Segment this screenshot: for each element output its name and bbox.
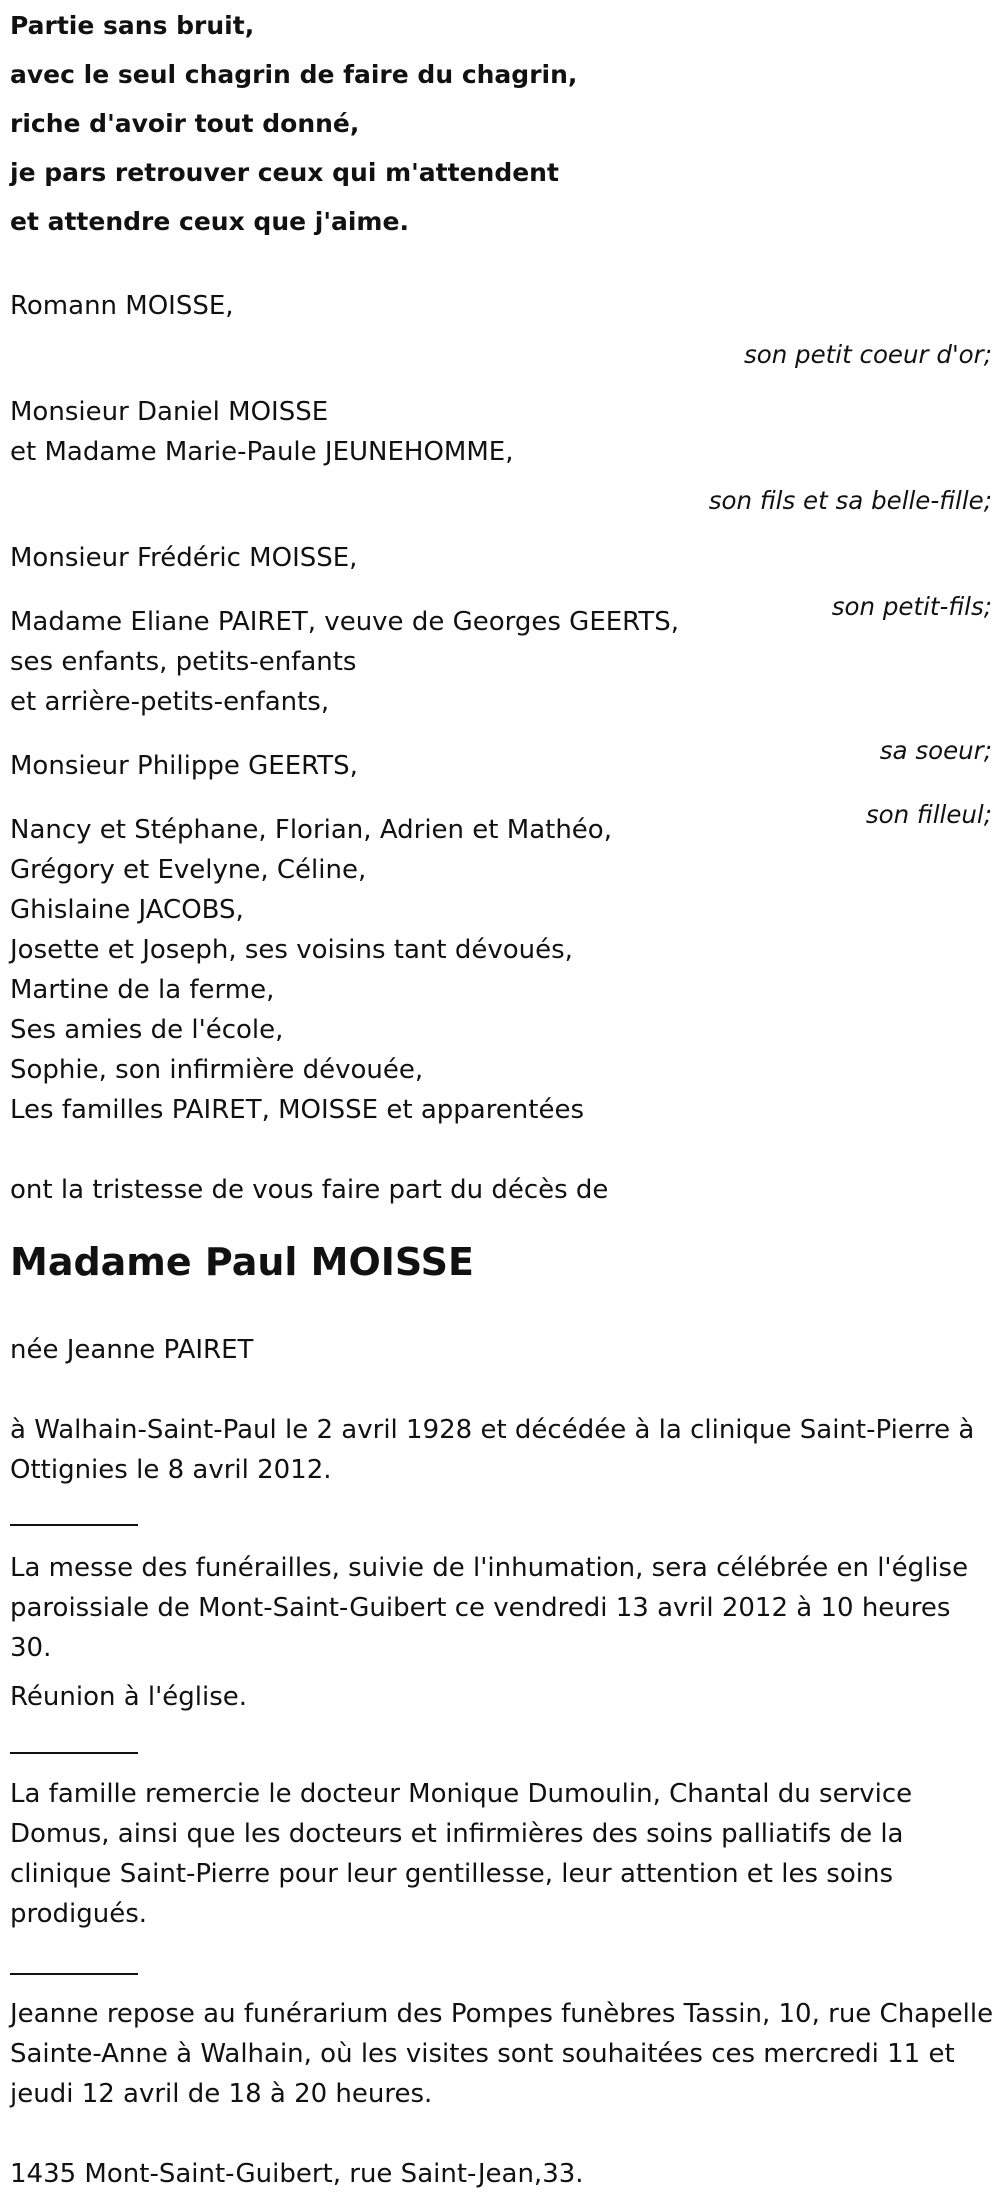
- family-other-3: Ghislaine JACOBS,: [10, 895, 244, 925]
- family-frederic: Monsieur Frédéric MOISSE,: [10, 543, 358, 573]
- separator-2: [10, 1752, 138, 1754]
- family-other-7: Sophie, son infirmière dévouée,: [10, 1055, 424, 1085]
- poem-line-5: et attendre ceux que j'aime.: [10, 207, 409, 236]
- relation-romann: son petit coeur d'or;: [743, 339, 992, 369]
- birth-death-text: à Walhain-Saint-Paul le 2 avril 1928 et décédée à la clinique Saint-Pierre à Ottignies le 8 avril 2012.: [10, 1415, 975, 1485]
- relation-philippe: son filleul;: [865, 799, 992, 829]
- funeral-mass-text: La messe des funérailles, suivie de l'inhumation, sera célébrée en l'église paroissiale de Mont-Saint-Guibert ce vendredi 13 avril 2012 à 10 heures 30.: [10, 1553, 969, 1663]
- address-text: 1435 Mont-Saint-Guibert, rue Saint-Jean,33.: [10, 2159, 584, 2189]
- family-other-1: Nancy et Stéphane, Florian, Adrien et Mathéo,: [10, 815, 612, 845]
- family-eliane-line-2: ses enfants, petits-enfants: [10, 647, 357, 677]
- family-philippe: Monsieur Philippe GEERTS,: [10, 751, 358, 781]
- poem-line-3: riche d'avoir tout donné,: [10, 109, 360, 138]
- family-other-4: Josette et Joseph, ses voisins tant dévoués,: [10, 935, 573, 965]
- born-name: née Jeanne PAIRET: [10, 1335, 254, 1365]
- relation-frederic: son petit-fils;: [831, 591, 992, 621]
- family-romann: Romann MOISSE,: [10, 291, 234, 321]
- thanks-text: La famille remercie le docteur Monique Dumoulin, Chantal du service Domus, ainsi que les docteurs et infirmières des soins palliatifs de la clinique Saint-Pierre pour leur gentillesse, leur attention et les soins prodigués.: [10, 1779, 913, 1929]
- poem-line-2: avec le seul chagrin de faire du chagrin,: [10, 60, 578, 89]
- meeting-text: Réunion à l'église.: [10, 1682, 248, 1712]
- family-other-6: Ses amies de l'école,: [10, 1015, 284, 1045]
- rest-text: Jeanne repose au funérarium des Pompes funèbres Tassin, 10, rue Chapelle Sainte-Anne à Walhain, où les visites sont souhaitées ces mercredi 11 et jeudi 12 avril de 18 à 20 heures.: [10, 1999, 994, 2109]
- family-eliane-line-3: et arrière-petits-enfants,: [10, 687, 330, 717]
- family-daniel-line-1: Monsieur Daniel MOISSE: [10, 397, 329, 427]
- relation-daniel: son fils et sa belle-fille;: [708, 485, 992, 515]
- family-other-8: Les familles PAIRET, MOISSE et apparentées: [10, 1095, 585, 1125]
- poem-line-4: je pars retrouver ceux qui m'attendent: [10, 158, 559, 187]
- announcement-text: ont la tristesse de vous faire part du décès de: [10, 1175, 609, 1205]
- separator-1: [10, 1524, 138, 1526]
- deceased-name: Madame Paul MOISSE: [10, 1240, 474, 1284]
- family-daniel-line-2: et Madame Marie-Paule JEUNEHOMME,: [10, 437, 514, 467]
- poem-line-1: Partie sans bruit,: [10, 11, 255, 40]
- family-eliane-line-1: Madame Eliane PAIRET, veuve de Georges GEERTS,: [10, 607, 680, 637]
- family-other-2: Grégory et Evelyne, Céline,: [10, 855, 367, 885]
- relation-eliane: sa soeur;: [879, 735, 992, 765]
- separator-3: [10, 1973, 138, 1975]
- family-other-5: Martine de la ferme,: [10, 975, 275, 1005]
